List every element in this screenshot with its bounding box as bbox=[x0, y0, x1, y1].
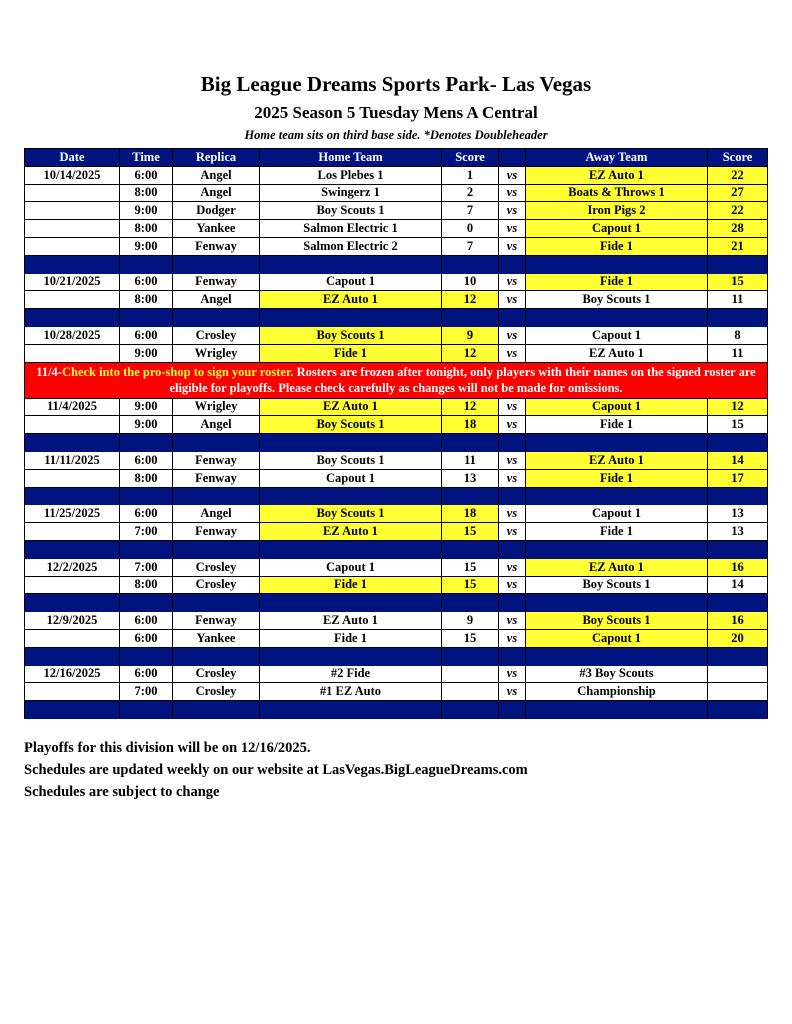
game-date: 12/2/2025 bbox=[25, 558, 120, 576]
home-score: 15 bbox=[442, 558, 499, 576]
separator-cell bbox=[499, 647, 526, 665]
home-score: 12 bbox=[442, 398, 499, 416]
game-row bbox=[25, 558, 768, 576]
home-score bbox=[442, 683, 499, 701]
separator-cell bbox=[120, 701, 173, 719]
away-team: Capout 1 bbox=[526, 220, 708, 238]
week-separator bbox=[25, 647, 768, 665]
game-time: 9:00 bbox=[120, 344, 173, 362]
game-time: 9:00 bbox=[120, 237, 173, 255]
separator-cell bbox=[442, 255, 499, 273]
vs-label: vs bbox=[499, 683, 526, 701]
home-score: 11 bbox=[442, 451, 499, 469]
separator-cell bbox=[526, 594, 708, 612]
vs-label: vs bbox=[499, 612, 526, 630]
game-date: 12/9/2025 bbox=[25, 612, 120, 630]
separator-cell bbox=[173, 487, 260, 505]
away-team: #3 Boy Scouts bbox=[526, 665, 708, 683]
away-score: 13 bbox=[708, 505, 768, 523]
separator-cell bbox=[120, 434, 173, 452]
week-separator bbox=[25, 540, 768, 558]
game-row bbox=[25, 166, 768, 184]
game-row bbox=[25, 220, 768, 238]
game-time: 6:00 bbox=[120, 665, 173, 683]
away-team: Fide 1 bbox=[526, 273, 708, 291]
col-away-score: Score bbox=[708, 149, 768, 167]
game-date bbox=[25, 291, 120, 309]
game-date bbox=[25, 220, 120, 238]
game-row bbox=[25, 612, 768, 630]
game-time: 8:00 bbox=[120, 184, 173, 202]
separator-cell bbox=[173, 540, 260, 558]
col-home-score: Score bbox=[442, 149, 499, 167]
game-date bbox=[25, 237, 120, 255]
game-replica: Fenway bbox=[173, 612, 260, 630]
vs-label: vs bbox=[499, 202, 526, 220]
game-row bbox=[25, 326, 768, 344]
footer-disclaimer: Schedules are subject to change bbox=[24, 784, 220, 800]
away-score: 14 bbox=[708, 576, 768, 594]
game-time: 6:00 bbox=[120, 612, 173, 630]
separator-cell bbox=[526, 487, 708, 505]
home-score: 9 bbox=[442, 612, 499, 630]
away-score: 11 bbox=[708, 291, 768, 309]
home-team: Fide 1 bbox=[260, 576, 442, 594]
game-time: 7:00 bbox=[120, 523, 173, 541]
home-score: 18 bbox=[442, 505, 499, 523]
home-team-note: Home team sits on third base side. *Denotes Doubleheader bbox=[244, 128, 548, 142]
separator-cell bbox=[708, 540, 768, 558]
away-score bbox=[708, 683, 768, 701]
separator-cell bbox=[120, 647, 173, 665]
vs-label: vs bbox=[499, 273, 526, 291]
game-date bbox=[25, 344, 120, 362]
separator-cell bbox=[120, 309, 173, 327]
game-date: 10/28/2025 bbox=[25, 326, 120, 344]
separator-cell bbox=[526, 701, 708, 719]
week-separator bbox=[25, 701, 768, 719]
separator-cell bbox=[25, 309, 120, 327]
game-time: 6:00 bbox=[120, 451, 173, 469]
game-date bbox=[25, 629, 120, 647]
away-score: 14 bbox=[708, 451, 768, 469]
separator-cell bbox=[260, 647, 442, 665]
separator-cell bbox=[708, 647, 768, 665]
separator-cell bbox=[499, 309, 526, 327]
game-date bbox=[25, 523, 120, 541]
game-date bbox=[25, 416, 120, 434]
away-team: Capout 1 bbox=[526, 629, 708, 647]
week-separator bbox=[25, 255, 768, 273]
game-time: 8:00 bbox=[120, 576, 173, 594]
game-date bbox=[25, 469, 120, 487]
away-score: 28 bbox=[708, 220, 768, 238]
week-separator bbox=[25, 309, 768, 327]
home-team: EZ Auto 1 bbox=[260, 398, 442, 416]
col-vs bbox=[499, 149, 526, 167]
home-score: 2 bbox=[442, 184, 499, 202]
separator-cell bbox=[708, 309, 768, 327]
separator-cell bbox=[260, 309, 442, 327]
home-team: EZ Auto 1 bbox=[260, 612, 442, 630]
separator-cell bbox=[260, 701, 442, 719]
home-score bbox=[442, 665, 499, 683]
vs-label: vs bbox=[499, 220, 526, 238]
away-score: 21 bbox=[708, 237, 768, 255]
separator-cell bbox=[120, 255, 173, 273]
game-row bbox=[25, 184, 768, 202]
game-time: 6:00 bbox=[120, 326, 173, 344]
away-score: 8 bbox=[708, 326, 768, 344]
home-score: 7 bbox=[442, 202, 499, 220]
away-team: Championship bbox=[526, 683, 708, 701]
separator-cell bbox=[526, 255, 708, 273]
game-row bbox=[25, 469, 768, 487]
vs-label: vs bbox=[499, 469, 526, 487]
separator-cell bbox=[499, 255, 526, 273]
separator-cell bbox=[499, 701, 526, 719]
separator-cell bbox=[708, 434, 768, 452]
away-score: 20 bbox=[708, 629, 768, 647]
game-time: 8:00 bbox=[120, 220, 173, 238]
vs-label: vs bbox=[499, 576, 526, 594]
game-row bbox=[25, 576, 768, 594]
vs-label: vs bbox=[499, 505, 526, 523]
vs-label: vs bbox=[499, 326, 526, 344]
separator-cell bbox=[499, 594, 526, 612]
game-replica: Yankee bbox=[173, 629, 260, 647]
home-score: 15 bbox=[442, 523, 499, 541]
separator-cell bbox=[442, 434, 499, 452]
notice-date: 11/4- bbox=[36, 365, 62, 380]
away-team: Boy Scouts 1 bbox=[526, 576, 708, 594]
vs-label: vs bbox=[499, 166, 526, 184]
vs-label: vs bbox=[499, 558, 526, 576]
game-replica: Wrigley bbox=[173, 344, 260, 362]
separator-cell bbox=[25, 701, 120, 719]
separator-cell bbox=[120, 487, 173, 505]
col-time: Time bbox=[120, 149, 173, 167]
game-replica: Angel bbox=[173, 505, 260, 523]
home-team: Boy Scouts 1 bbox=[260, 416, 442, 434]
vs-label: vs bbox=[499, 629, 526, 647]
game-replica: Fenway bbox=[173, 237, 260, 255]
game-time: 6:00 bbox=[120, 629, 173, 647]
vs-label: vs bbox=[499, 237, 526, 255]
game-date bbox=[25, 184, 120, 202]
separator-cell bbox=[708, 594, 768, 612]
home-team: Fide 1 bbox=[260, 629, 442, 647]
away-score: 16 bbox=[708, 612, 768, 630]
game-date bbox=[25, 683, 120, 701]
game-time: 8:00 bbox=[120, 291, 173, 309]
game-time: 9:00 bbox=[120, 398, 173, 416]
separator-cell bbox=[442, 487, 499, 505]
game-time: 6:00 bbox=[120, 505, 173, 523]
week-separator bbox=[25, 434, 768, 452]
game-date bbox=[25, 576, 120, 594]
away-score: 12 bbox=[708, 398, 768, 416]
game-time: 7:00 bbox=[120, 558, 173, 576]
game-replica: Yankee bbox=[173, 220, 260, 238]
game-replica: Angel bbox=[173, 184, 260, 202]
vs-label: vs bbox=[499, 398, 526, 416]
separator-cell bbox=[260, 434, 442, 452]
separator-cell bbox=[25, 434, 120, 452]
game-date: 11/4/2025 bbox=[25, 398, 120, 416]
vs-label: vs bbox=[499, 451, 526, 469]
away-team: Fide 1 bbox=[526, 416, 708, 434]
game-row bbox=[25, 273, 768, 291]
game-date: 11/11/2025 bbox=[25, 451, 120, 469]
game-replica: Crosley bbox=[173, 576, 260, 594]
game-replica: Wrigley bbox=[173, 398, 260, 416]
game-time: 9:00 bbox=[120, 416, 173, 434]
game-row bbox=[25, 416, 768, 434]
away-team: Fide 1 bbox=[526, 469, 708, 487]
home-team: #2 Fide bbox=[260, 665, 442, 683]
home-team: #1 EZ Auto bbox=[260, 683, 442, 701]
away-score: 17 bbox=[708, 469, 768, 487]
separator-cell bbox=[526, 309, 708, 327]
game-row bbox=[25, 665, 768, 683]
home-team: Boy Scouts 1 bbox=[260, 505, 442, 523]
separator-cell bbox=[260, 540, 442, 558]
away-team: Boy Scouts 1 bbox=[526, 291, 708, 309]
home-score: 12 bbox=[442, 344, 499, 362]
home-score: 13 bbox=[442, 469, 499, 487]
home-team: Boy Scouts 1 bbox=[260, 451, 442, 469]
game-replica: Crosley bbox=[173, 558, 260, 576]
away-team: EZ Auto 1 bbox=[526, 344, 708, 362]
game-replica: Angel bbox=[173, 416, 260, 434]
home-team: Boy Scouts 1 bbox=[260, 202, 442, 220]
col-replica: Replica bbox=[173, 149, 260, 167]
home-team: Capout 1 bbox=[260, 469, 442, 487]
roster-notice bbox=[25, 362, 768, 398]
game-replica: Crosley bbox=[173, 683, 260, 701]
home-team: Salmon Electric 1 bbox=[260, 220, 442, 238]
separator-cell bbox=[25, 487, 120, 505]
vs-label: vs bbox=[499, 344, 526, 362]
home-team: Capout 1 bbox=[260, 558, 442, 576]
away-score: 13 bbox=[708, 523, 768, 541]
separator-cell bbox=[526, 540, 708, 558]
game-row bbox=[25, 291, 768, 309]
separator-cell bbox=[120, 594, 173, 612]
away-team: Capout 1 bbox=[526, 398, 708, 416]
separator-cell bbox=[173, 309, 260, 327]
footer-website: Schedules are updated weekly on our website at LasVegas.BigLeagueDreams.com bbox=[24, 762, 528, 778]
separator-cell bbox=[442, 309, 499, 327]
game-row bbox=[25, 629, 768, 647]
away-team: EZ Auto 1 bbox=[526, 451, 708, 469]
home-score: 10 bbox=[442, 273, 499, 291]
away-team: Boy Scouts 1 bbox=[526, 612, 708, 630]
game-row bbox=[25, 344, 768, 362]
separator-cell bbox=[120, 540, 173, 558]
separator-cell bbox=[260, 594, 442, 612]
home-team: Fide 1 bbox=[260, 344, 442, 362]
vs-label: vs bbox=[499, 523, 526, 541]
game-replica: Fenway bbox=[173, 273, 260, 291]
table-header-row bbox=[25, 149, 768, 167]
home-score: 0 bbox=[442, 220, 499, 238]
separator-cell bbox=[173, 701, 260, 719]
roster-notice-row bbox=[25, 362, 768, 398]
week-separator bbox=[25, 487, 768, 505]
separator-cell bbox=[173, 647, 260, 665]
col-home-team: Home Team bbox=[260, 149, 442, 167]
separator-cell bbox=[260, 487, 442, 505]
away-team: Iron Pigs 2 bbox=[526, 202, 708, 220]
away-score bbox=[708, 665, 768, 683]
home-score: 9 bbox=[442, 326, 499, 344]
game-replica: Angel bbox=[173, 166, 260, 184]
game-date: 10/14/2025 bbox=[25, 166, 120, 184]
game-replica: Crosley bbox=[173, 326, 260, 344]
separator-cell bbox=[25, 540, 120, 558]
home-score: 18 bbox=[442, 416, 499, 434]
game-row bbox=[25, 523, 768, 541]
away-score: 11 bbox=[708, 344, 768, 362]
home-score: 1 bbox=[442, 166, 499, 184]
game-date: 10/21/2025 bbox=[25, 273, 120, 291]
separator-cell bbox=[499, 487, 526, 505]
away-score: 27 bbox=[708, 184, 768, 202]
page-title: Big League Dreams Sports Park- Las Vegas bbox=[200, 72, 592, 96]
vs-label: vs bbox=[499, 184, 526, 202]
col-away-team: Away Team bbox=[526, 149, 708, 167]
game-date: 11/25/2025 bbox=[25, 505, 120, 523]
separator-cell bbox=[442, 540, 499, 558]
home-team: EZ Auto 1 bbox=[260, 291, 442, 309]
separator-cell bbox=[442, 701, 499, 719]
separator-cell bbox=[442, 594, 499, 612]
game-date bbox=[25, 202, 120, 220]
game-replica: Dodger bbox=[173, 202, 260, 220]
separator-cell bbox=[708, 487, 768, 505]
game-row bbox=[25, 202, 768, 220]
home-team: Boy Scouts 1 bbox=[260, 326, 442, 344]
separator-cell bbox=[173, 594, 260, 612]
separator-cell bbox=[173, 255, 260, 273]
away-team: Capout 1 bbox=[526, 326, 708, 344]
away-score: 15 bbox=[708, 273, 768, 291]
separator-cell bbox=[708, 701, 768, 719]
away-score: 15 bbox=[708, 416, 768, 434]
game-row bbox=[25, 505, 768, 523]
away-team: Capout 1 bbox=[526, 505, 708, 523]
home-team: Salmon Electric 2 bbox=[260, 237, 442, 255]
game-replica: Angel bbox=[173, 291, 260, 309]
schedule-table bbox=[24, 148, 768, 719]
separator-cell bbox=[708, 255, 768, 273]
away-team: Fide 1 bbox=[526, 523, 708, 541]
home-team: Los Plebes 1 bbox=[260, 166, 442, 184]
away-team: Fide 1 bbox=[526, 237, 708, 255]
game-replica: Fenway bbox=[173, 469, 260, 487]
separator-cell bbox=[25, 594, 120, 612]
vs-label: vs bbox=[499, 665, 526, 683]
game-time: 6:00 bbox=[120, 166, 173, 184]
notice-highlight: Check into the pro-shop to sign your roster. bbox=[61, 365, 294, 380]
separator-cell bbox=[499, 540, 526, 558]
home-team: Swingerz 1 bbox=[260, 184, 442, 202]
away-score: 16 bbox=[708, 558, 768, 576]
home-score: 12 bbox=[442, 291, 499, 309]
separator-cell bbox=[499, 434, 526, 452]
away-team: EZ Auto 1 bbox=[526, 166, 708, 184]
game-time: 6:00 bbox=[120, 273, 173, 291]
home-score: 15 bbox=[442, 629, 499, 647]
away-team: Boats & Throws 1 bbox=[526, 184, 708, 202]
game-replica: Fenway bbox=[173, 523, 260, 541]
vs-label: vs bbox=[499, 416, 526, 434]
home-team: EZ Auto 1 bbox=[260, 523, 442, 541]
game-row bbox=[25, 683, 768, 701]
game-replica: Fenway bbox=[173, 451, 260, 469]
week-separator bbox=[25, 594, 768, 612]
home-score: 7 bbox=[442, 237, 499, 255]
game-replica: Crosley bbox=[173, 665, 260, 683]
away-score: 22 bbox=[708, 166, 768, 184]
separator-cell bbox=[442, 647, 499, 665]
away-team: EZ Auto 1 bbox=[526, 558, 708, 576]
home-score: 15 bbox=[442, 576, 499, 594]
separator-cell bbox=[173, 434, 260, 452]
separator-cell bbox=[526, 434, 708, 452]
col-date: Date bbox=[25, 149, 120, 167]
notice-text: Rosters are frozen after tonight, only players with their names on the signed roster are eligible for playoffs. Please check carefully as changes will not be made for omissions. bbox=[169, 365, 756, 396]
separator-cell bbox=[526, 647, 708, 665]
footer-playoffs: Playoffs for this division will be on 12/16/2025. bbox=[24, 740, 311, 756]
game-time: 9:00 bbox=[120, 202, 173, 220]
game-time: 8:00 bbox=[120, 469, 173, 487]
page-subtitle: 2025 Season 5 Tuesday Mens A Central bbox=[254, 103, 538, 122]
separator-cell bbox=[25, 647, 120, 665]
game-date: 12/16/2025 bbox=[25, 665, 120, 683]
separator-cell bbox=[260, 255, 442, 273]
home-team: Capout 1 bbox=[260, 273, 442, 291]
game-time: 7:00 bbox=[120, 683, 173, 701]
away-score: 22 bbox=[708, 202, 768, 220]
game-row bbox=[25, 237, 768, 255]
game-row bbox=[25, 398, 768, 416]
vs-label: vs bbox=[499, 291, 526, 309]
game-row bbox=[25, 451, 768, 469]
separator-cell bbox=[25, 255, 120, 273]
schedule-body bbox=[25, 166, 768, 718]
